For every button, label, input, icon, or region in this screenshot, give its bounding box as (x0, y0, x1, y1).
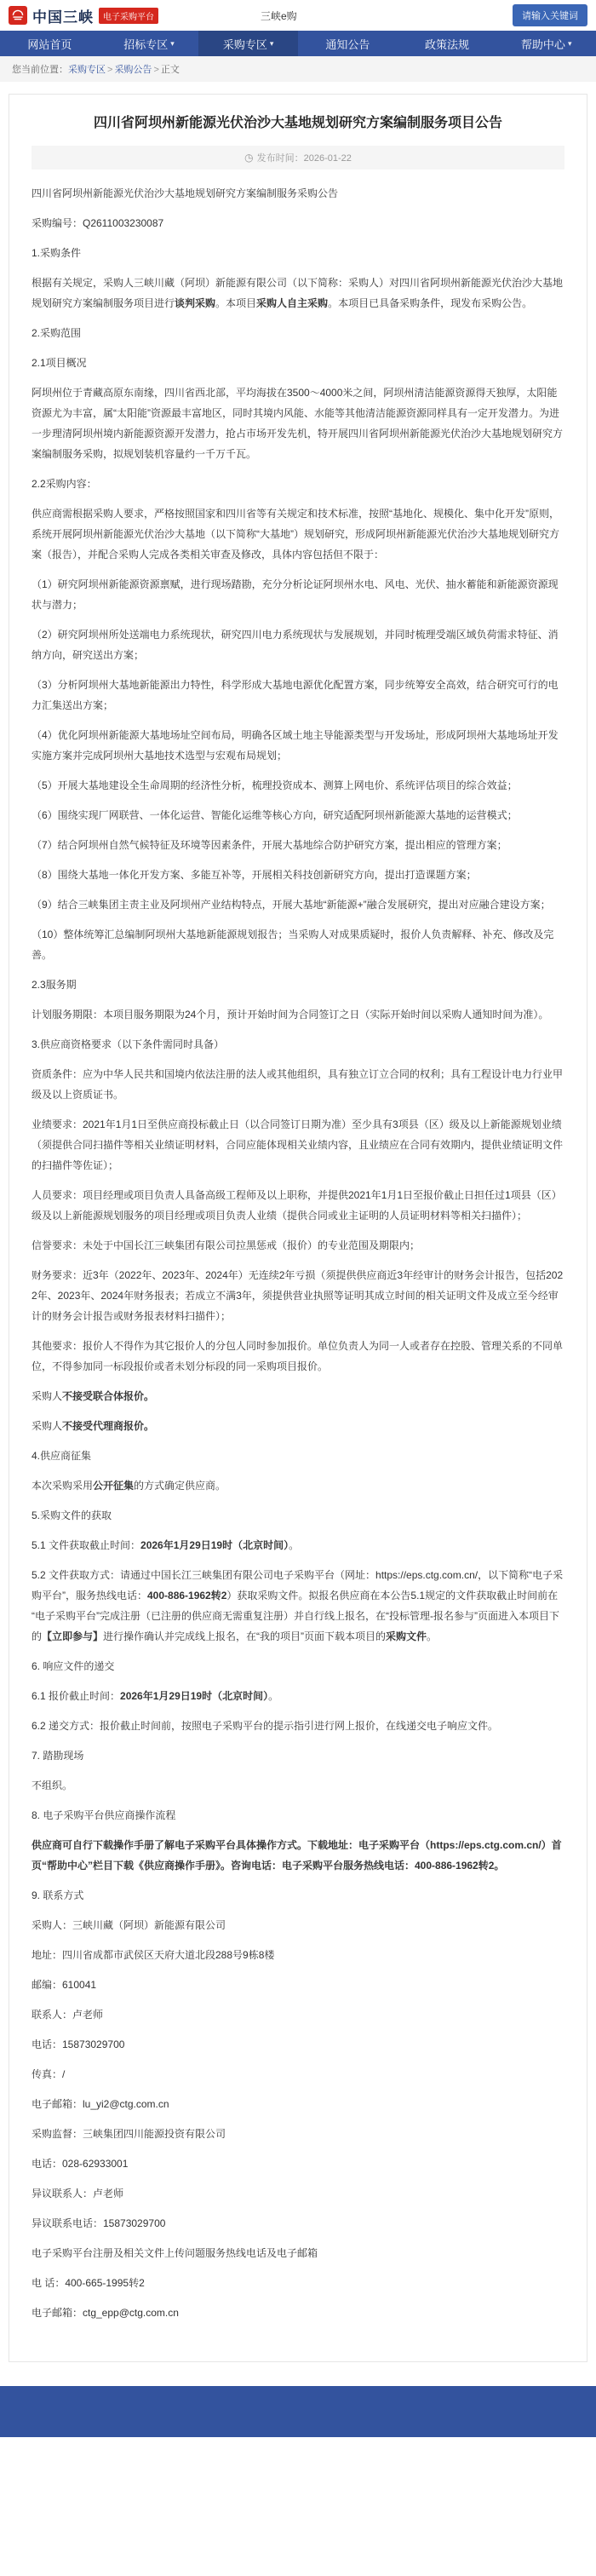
article-paragraph: 根据有关规定，采购人三峡川藏（阿坝）新能源有限公司（以下简称：采购人）对四川省阿坝州新能源光伏治沙大基地规划研究方案编制服务项目进行谈判采购。本项目采购人自主采购。本项目已具备采购条件，现发布采购公告。 (32, 277, 564, 309)
breadcrumb-separator: > (153, 65, 159, 75)
article-paragraph: 9. 联系方式 (32, 1889, 84, 1901)
article-paragraph: 阿坝州位于青藏高原东南缘，四川省西北部，平均海拔在3500～4000米之间，阿坝州清洁能源资源得天独厚，太阳能资源尤为丰富，属“太阳能”资源最丰富地区，同时其境内风能、水能等其他清洁能源资源同样具有一定开发潜力。为进一步理清阿坝州境内新能源资源开发潜力，抢占市场开发先机，特开展四川省阿坝州新能源光伏治沙大基地规划研究方案编制服务采购，拟规划装机容量约一千万千瓦。 (32, 387, 564, 460)
nav-item-bidding-zone[interactable] (100, 31, 199, 56)
article-paragraph: 6.2 递交方式：报价截止时间前，按照电子采购平台的提示指引进行网上报价，在线递交电子响应文件。 (32, 1720, 499, 1732)
brand-name: 中国三峡 (32, 9, 94, 26)
article-paragraph: 其他要求：报价人不得作为其它报价人的分包人同时参加报价。单位负责人为同一人或者存在控股、管理关系的不同单位，不得参加同一标段报价或者未划分标段的同一采购项目报价。 (32, 1340, 564, 1372)
article-paragraph: （10）整体统筹汇总编制阿坝州大基地新能源规划报告；当采购人对成果质疑时，报价人负责解释、补充、修改及完善。 (32, 929, 554, 961)
article-paragraph: 传真：/ (32, 2068, 66, 2080)
article-paragraph: 异议联系电话：15873029700 (32, 2217, 166, 2229)
platform-badge: 电子采购平台 (99, 8, 158, 24)
nav-item-label: 采购专区 (222, 37, 267, 51)
article-paragraph: 电子采购平台注册及相关文件上传问题服务热线电话及电子邮箱 (32, 2247, 318, 2259)
article-paragraph: 采购人不接受代理商报价。 (32, 1420, 155, 1432)
nav-item-notices[interactable] (298, 31, 398, 56)
nav-item-label: 政策法规 (425, 37, 470, 51)
article-paragraph: 5.1 文件获取截止时间：2026年1月29日19时（北京时间）。 (32, 1539, 300, 1551)
publish-date-bar (32, 146, 564, 170)
page-title: 四川省阿坝州新能源光伏治沙大基地规划研究方案编制服务项目公告 (93, 116, 502, 130)
site-logo[interactable] (9, 5, 158, 26)
nav-item-help-center[interactable] (496, 31, 596, 56)
ctg-logo-icon (9, 6, 27, 25)
breadcrumb (0, 56, 596, 82)
article-paragraph: 电话：15873029700 (32, 2038, 125, 2050)
nav-item-home[interactable] (0, 31, 100, 56)
nav-item-label: 帮助中心 (520, 37, 565, 51)
article-paragraph: （9）结合三峡集团主责主业及阿坝州产业结构特点，开展大基地“新能源+”融合发展研究，提出对应融合建设方案； (32, 899, 551, 911)
article-paragraph: 供应商可自行下载操作手册了解电子采购平台具体操作方式。下载地址：电子采购平台（https://eps.ctg.com.cn/）首页“帮助中心”栏目下载《供应商操作手册》。咨询电话：电子采购平台服务热线电话：400-886-1962转2。 (32, 1839, 562, 1872)
article-paragraph: 采购人：三峡川藏（阿坝）新能源有限公司 (32, 1919, 226, 1931)
chevron-down-icon: ▾ (269, 38, 274, 48)
article-paragraph: 6. 响应文件的递交 (32, 1660, 115, 1672)
article-paragraph: 5.采购文件的获取 (32, 1509, 112, 1521)
sanxia-egou-link[interactable]: 三峡e购 (261, 9, 297, 22)
main-nav (0, 31, 596, 56)
article-paragraph: 2.采购范围 (32, 327, 82, 339)
article-paragraph: 业绩要求：2021年1月1日至供应商投标截止日（以合同签订日期为准）至少具有3项县（区）级及以上新能源规划业绩（须提供合同扫描件等相关业绩证明材料，合同应能体现相关业绩内容，且业绩应在合同有效期内，提供业绩证明文件的扫描件等佐证）； (32, 1118, 564, 1171)
article-paragraph: 7. 踏勘现场 (32, 1750, 84, 1762)
chevron-down-icon: ▾ (170, 38, 175, 48)
article-paragraph: （4）优化阿坝州新能源大基地场址空间布局，明确各区域土地主导能源类型与开发场址，形成阿坝州大基地场址开发实施方案并完成阿坝州大基地技术选型与宏观布局规划； (32, 729, 559, 762)
article-paragraph: （2）研究阿坝州所处送端电力系统现状，研究四川电力系统现状与发展规划，并同时梳理受端区域负荷需求特征、消纳方向，研究送出方案； (32, 629, 559, 661)
article-paragraph: 四川省阿坝州新能源光伏治沙大基地规划研究方案编制服务采购公告 (32, 187, 339, 199)
article-paragraph: 联系人：卢老师 (32, 2009, 104, 2021)
article-paragraph: 采购人不接受联合体报价。 (32, 1390, 155, 1402)
nav-item-label: 通知公告 (325, 37, 370, 51)
article-paragraph: （6）围绕实现厂网联营、一体化运营、智能化运维等核心方向，研究适配阿坝州新能源大基地的运营模式； (32, 809, 518, 821)
publish-date: 2026-01-22 (303, 153, 352, 164)
article-body (32, 183, 564, 2323)
article-paragraph: 地址：四川省成都市武侯区天府大道北段288号9栋8楼 (32, 1949, 275, 1961)
article-paragraph: 8. 电子采购平台供应商操作流程 (32, 1809, 176, 1821)
article-paragraph: 本次采购采用公开征集的方式确定供应商。 (32, 1480, 226, 1492)
article-paragraph: 6.1 报价截止时间：2026年1月29日19时（北京时间）。 (32, 1690, 279, 1702)
article-paragraph: 采购编号：Q2611003230087 (32, 217, 164, 229)
chevron-down-icon: ▾ (567, 38, 572, 48)
article-paragraph: 电 话：400-665-1995转2 (32, 2277, 145, 2289)
article-paragraph: 邮编：610041 (32, 1979, 97, 1991)
article-paragraph: 不组织。 (32, 1780, 73, 1791)
article-paragraph: 信誉要求：未处于中国长江三峡集团有限公司拉黑惩戒（报价）的专业范围及期限内； (32, 1239, 421, 1251)
main-content (0, 82, 596, 2362)
article-paragraph: 计划服务期限：本项目服务期限为24个月，预计开始时间为合同签订之日（实际开始时间以采购人通知时间为准）。 (32, 1009, 549, 1021)
article-paragraph: 电话：028-62933001 (32, 2158, 129, 2170)
article-paragraph: 2.1项目概况 (32, 357, 87, 369)
article-paragraph: 采购监督：三峡集团四川能源投资有限公司 (32, 2128, 226, 2140)
breadcrumb-item[interactable]: 采购公告 (114, 65, 152, 75)
footer-bar (0, 2386, 596, 2437)
article-card (9, 94, 587, 2362)
nav-item-procurement-zone[interactable] (198, 31, 298, 56)
article-paragraph: （1）研究阿坝州新能源资源禀赋，进行现场踏勘，充分分析论证阿坝州水电、风电、光伏、抽水蓄能和新能源资源现状与潜力； (32, 578, 559, 611)
article-paragraph: 电子邮箱：ctg_epp@ctg.com.cn (32, 2307, 179, 2319)
article-paragraph: 资质条件：应为中华人民共和国境内依法注册的法人或其他组织，具有独立订立合同的权利；具有工程设计电力行业甲级及以上资质证书。 (32, 1068, 564, 1101)
article-paragraph: 1.采购条件 (32, 247, 82, 259)
article-paragraph: 2.3服务期 (32, 979, 77, 991)
clock-icon: ◷ (244, 152, 254, 164)
breadcrumb-item[interactable]: 采购专区 (68, 65, 106, 75)
article-paragraph: （3）分析阿坝州大基地新能源出力特性，科学形成大基地电源优化配置方案，同步统筹安全高效，结合研究可行的电力汇集送出方案； (32, 679, 559, 711)
article-paragraph: 供应商需根据采购人要求，严格按照国家和四川省等有关规定和技术标准，按照“基地化、规模化、集中化开发”原则，系统开展阿坝州新能源光伏治沙大基地（以下简称“大基地”）规划研究，形成阿坝州新能源光伏治沙大基地规划研究方案（报告），并配合采购人完成各类相关审查及修改，具体内容包括但不限于： (32, 508, 559, 561)
breadcrumb-prefix: 您当前位置： (12, 65, 68, 75)
nav-item-label: 招标专区 (123, 37, 169, 51)
article-paragraph: 2.2采购内容： (32, 478, 97, 490)
article-paragraph: （8）围绕大基地一体化开发方案、多能互补等，开展相关科技创新研究方向，提出打造课题方案； (32, 869, 477, 881)
nav-item-policies[interactable] (398, 31, 497, 56)
article-paragraph: 财务要求：近3年（2022年、2023年、2024年）无连续2年亏损（须提供供应商近3年经审计的财务会计报告，包括2022年、2023年、2024年财务报表；若成立不满3年，须提供营业执照等证明其成立时间的相关证明文件及成立至今经审计的财务会计报告或财务报表材料扫描件）； (32, 1269, 564, 1322)
breadcrumb-item: 正文 (160, 65, 180, 75)
nav-item-label: 网站首页 (27, 37, 72, 51)
top-header (0, 0, 596, 31)
publish-label: 发布时间： (256, 153, 304, 164)
article-paragraph: （5）开展大基地建设全生命周期的经济性分析，梳理投资成本、测算上网电价、系统评估项目的综合效益； (32, 779, 518, 791)
article-paragraph: 异议联系人：卢老师 (32, 2188, 124, 2199)
breadcrumb-separator: > (107, 65, 113, 75)
article-paragraph: 5.2 文件获取方式：请通过中国长江三峡集团有限公司电子采购平台（网址：https://eps.ctg.com.cn/，以下简称“电子采购平台”，服务热线电话：400-886-1962转2）获取采购文件。拟报名供应商在本公告5.1规定的文件获取截止时间前在“电子采购平台”完成注册（已注册的供应商无需重复注册）并自行线上报名，在“投标管理-报名参与”页面进入本项目下的【立即参与】进行操作确认并完成线上报名，在“我的项目”页面下载本项目的采购文件。 (32, 1569, 564, 1642)
article-paragraph: 4.供应商征集 (32, 1450, 92, 1462)
article-paragraph: 3.供应商资格要求（以下条件需同时具备） (32, 1038, 225, 1050)
article-paragraph: （7）结合阿坝州自然气候特征及环境等因素条件，开展大基地综合防护研究方案，提出相应的管理方案； (32, 839, 507, 851)
article-paragraph: 人员要求：项目经理或项目负责人具备高级工程师及以上职称，并提供2021年1月1日至报价截止日担任过1项县（区）级及以上新能源规划服务的项目经理或项目负责人业绩（提供合同或业主证明的人员证明材料等相关扫描件）； (32, 1189, 562, 1222)
article-paragraph: 电子邮箱：lu_yi2@ctg.com.cn (32, 2098, 169, 2110)
keyword-search-button[interactable]: 请输入关键词 (513, 4, 587, 26)
